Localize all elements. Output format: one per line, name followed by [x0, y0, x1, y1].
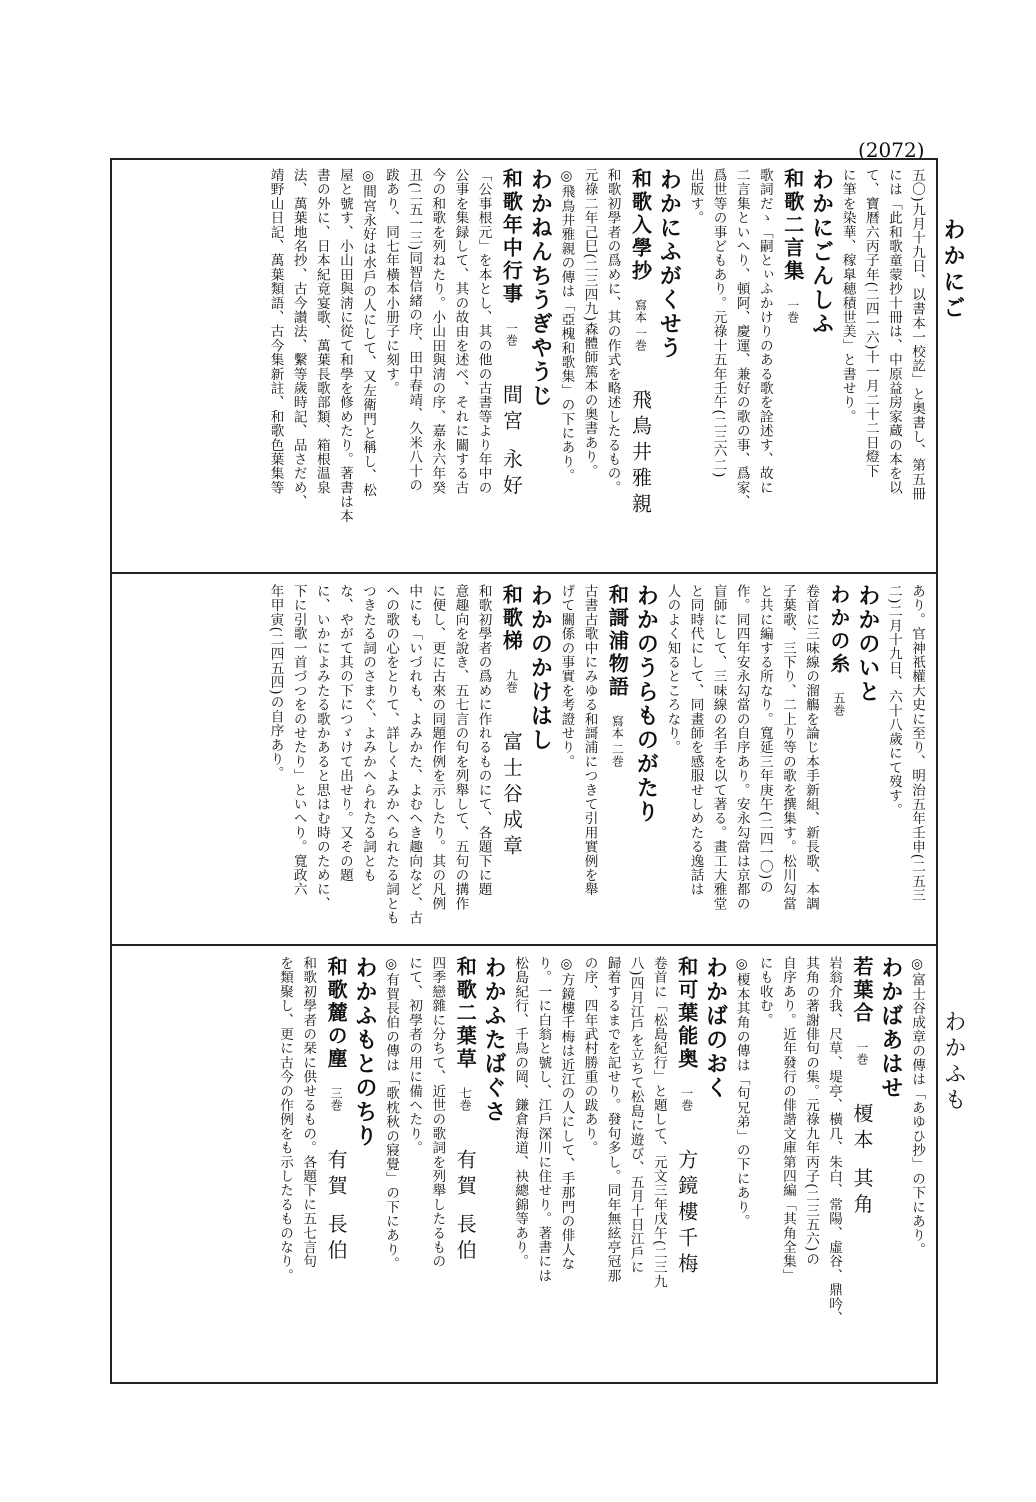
body-text-line: に、いかによみたる歌かあると思はむ時のために、 [313, 584, 330, 911]
body-text-line: 意趣向を說き、五七言の句を列舉して、五句の搆作 [452, 584, 469, 911]
book-author: 間宮 永好 [499, 384, 524, 501]
body-text-line: 二言集といへり、頓阿、慶運、兼好の歌の事、爲家、 [733, 168, 750, 509]
body-text-line: ◎方鏡樓千梅は近江の人にして、手那門の俳人な [558, 956, 575, 1271]
entry-heading: わかばのおく [702, 956, 729, 1100]
book-author: 榎本 其角 [850, 1103, 874, 1220]
book-title: 和歌年中行事 [499, 168, 524, 306]
book-title: 和歌二葉草 [453, 956, 478, 1071]
section-top [120, 168, 928, 568]
body-text-line: 和歌初學者の爲めに、其の作式を略述したるもの。 [604, 168, 621, 495]
book-title: わかの糸 [826, 584, 851, 676]
body-text-line: 其角の著謝俳句の集。元祿九年丙子(二三五六)の [803, 956, 819, 1267]
body-text-line: 盲師にして、三味線の名手を以て著る。畫工大雅堂 [710, 584, 727, 911]
body-text-line: ◎富士谷成章の傳は「あゆひ抄」の下にあり。 [909, 956, 925, 1257]
entry-heading: わかのうらものがたり [633, 584, 660, 824]
body-text-line: 「公事根元」を本とし、其の他の古書等より年中の [475, 168, 492, 495]
body-text-line: 古書古歌中にみゆる和謌浦につきて引用實例を舉 [581, 584, 598, 897]
entry-heading: わかふたばぐさ [481, 956, 508, 1124]
entry-heading: わかにごんしふ [808, 168, 835, 336]
body-text-line: に便し、更に古來の同題作例を示したり。其の凡例 [429, 584, 446, 911]
body-text-line: には「此和歌童蒙抄十冊は、中原益房家蔵の本を以 [885, 168, 902, 495]
body-text-line: を類聚し、更に古今の作例をも示したるものなり。 [277, 956, 294, 1283]
book-entry [495, 584, 525, 936]
book-volume-count: 寫本 一巻 [633, 299, 648, 351]
entry-heading: わかねんちうぎやうじ [527, 168, 554, 408]
book-entry [846, 956, 876, 1336]
body-text-line: にて、初學者の用に備へたり。 [406, 956, 423, 1155]
section-divider [110, 572, 936, 574]
book-volume-count: 一巻 [679, 1087, 694, 1111]
book-entry [495, 168, 525, 558]
body-text-line: 元祿二年己巳(二三四九)森體師篤本の奥書あり。 [581, 168, 598, 479]
body-text-line: ◎榎本其角の傳は「句兄弟」の下にあり。 [733, 956, 750, 1229]
book-author: 有賀 長伯 [453, 1149, 478, 1266]
body-text-line: 岩翁介我、尺草、堤亭、橫几、朱白、常陽、虛谷、鼎吟、 [826, 956, 843, 1326]
body-text-line: 作。同四年安永勾當の自序あり。安永勾當は京都の [733, 584, 750, 911]
body-text-line: 爲世等の事どもあり。元祿十五年壬午(二三六二) [710, 168, 727, 479]
section-bottom [120, 956, 928, 1376]
book-volume-count: 一巻 [504, 322, 519, 346]
body-text-line: 自序あり。近年發行の俳諧文庫第四編「其角全集」 [779, 956, 796, 1283]
entry-heading: わかばあはせ [877, 956, 904, 1100]
body-text-line: 和歌初學者の栞に供せるもの。各題下に五七言句 [300, 956, 317, 1269]
body-text-line: 屋と號す、小山田與淸に從て和學を修めたり。著書は本 [336, 168, 353, 523]
book-entry [823, 584, 853, 936]
body-text-line: 中にも「いづれも、よみかた、よむへき趣向など、古 [406, 584, 423, 925]
page-number: (2072) [858, 138, 925, 162]
body-text-line: ◎飛鳥井雅親の傳は「亞槐和歌集」の下にあり。 [558, 168, 575, 483]
body-text-line: にも收む。 [756, 956, 773, 1027]
body-text-line: 今の和歌を列ねたり。小山田與淸の序、嘉永六年癸 [429, 168, 446, 495]
entry-heading: わかふもとのちり [352, 956, 378, 1148]
book-entry [449, 956, 479, 1336]
book-entry [320, 956, 350, 1336]
body-text-line: て、寶暦六丙子年(二四一六)十一月二十二日燈下 [862, 168, 879, 479]
body-text-line: 歌詞だゝ「嗣とぃふかけりのある歌を詮述す、故に [756, 168, 773, 495]
body-text-line: ◎有賀長伯の傳は「歌枕秋の寢覺」の下にあり。 [383, 956, 400, 1271]
section-divider [110, 944, 936, 946]
running-head: わかふも [941, 1010, 966, 1114]
book-volume-count: 七巻 [458, 1087, 473, 1111]
running-head: わかにご [940, 218, 966, 322]
body-text-line: 公事を集録して、其の故由を述べ、それに關する古 [452, 168, 469, 495]
book-author: 有賀 長伯 [324, 1149, 349, 1266]
body-text-line: げて關係の事實を考證せり。 [558, 584, 575, 769]
body-text-line: 歸着するまでを記せり。發句多し。同年無絃亭冠那 [604, 956, 621, 1283]
entry-heading: わかのいと [854, 584, 881, 704]
book-author: 飛鳥井雅親 [628, 388, 653, 519]
book-title: 若葉合 [850, 956, 874, 1025]
body-text-line: 松島紀行、千鳥の岡、鎌倉海道、袂總錦等あり。 [512, 956, 529, 1269]
book-title: 和歌二言集 [780, 168, 805, 283]
body-text-line: 法、萬葉地名抄、古今讃法、繫等歲時記、品さだめ、 [290, 168, 307, 509]
body-text-line: 丑(二五一三)同智信緒の序、田中春靖、久米八十の [406, 168, 423, 493]
body-text-line: 出版す。 [687, 168, 704, 225]
book-title: 和謌浦物語 [605, 584, 630, 699]
body-text-line: への歌の心をとりて、詳しくよみかへられたる詞とも [383, 584, 400, 925]
body-text-line: と同時代にして、同畫師を感服せしめたる逸話は [687, 584, 704, 897]
book-volume-count: 寫本 二巻 [610, 715, 625, 767]
book-title: 和歌麓の塵 [324, 956, 349, 1071]
body-text-line: 八)四月江戶を立ちて松島に遊び、五月十日江戶に [627, 956, 644, 1275]
book-title: 和可葉能奥 [674, 956, 699, 1071]
body-text-line: に筆を染華、稼臯穂積世美」と書せり。 [839, 168, 856, 424]
book-entry [671, 956, 701, 1336]
body-text-line: 五〇)九月十九日、以書本一校訖」と奥書し、第五冊 [909, 168, 925, 501]
entry-heading: わかのかけはし [527, 584, 554, 752]
book-title: 和歌入學抄 [628, 168, 653, 283]
body-text-line: 四季戀雜に分ちて、近世の歌詞を列舉したるもの [429, 956, 446, 1269]
body-text-line: 年甲寅(二四五四)の自序あり。 [267, 584, 284, 781]
section-middle [120, 584, 928, 940]
body-text-line: あり。官神祇權大史に至り、明治五年壬申(二五三 [909, 584, 925, 903]
body-text-line: 二)二月十九日、六十八歲にて歿す。 [885, 584, 902, 818]
body-text-line: 和歌初學者の爲めに作れるものにて、各題下に題 [475, 584, 492, 897]
book-entry [601, 584, 631, 936]
body-text-line: 跋あり、同七年橫本小册子に刻す。 [383, 168, 400, 396]
book-title: 和歌梯 [499, 584, 524, 653]
book-entry [625, 168, 655, 558]
body-text-line: な、やがて其の下につゞけて出せり。又その題 [336, 584, 353, 883]
book-author: 方鏡樓千梅 [674, 1149, 699, 1279]
book-entry [777, 168, 807, 558]
body-text-line: の序、四年武村勝重の跋あり。 [581, 956, 598, 1155]
body-text-line: 子葉歌、三下り、二上り等の歌を撰集す。松川勾當 [779, 584, 796, 911]
body-text-line: 人のよく知るところなり。 [664, 584, 681, 755]
entry-heading: わかにふがくせう [656, 168, 683, 360]
body-text-line: 靖野山日記、萬葉類語、古今集新註、和歌色葉集等 [267, 168, 284, 495]
body-text-line: り。一に白翁と號し、江戶深川に住せり。著書には [535, 956, 552, 1283]
body-text-line: 書の外に、日本紀竟宴歌、萬葉長歌部類、箱根温泉 [313, 168, 330, 495]
book-volume-count: 三巻 [329, 1087, 344, 1111]
book-volume-count: 一巻 [785, 299, 800, 323]
body-text-line: 卷首に「松島紀行」と題して、元文三年戊午(二三九 [650, 956, 667, 1289]
body-text-line: 下に引歌一首づつをのせたり」といへり。寬政六 [290, 584, 307, 897]
book-volume-count: 五巻 [831, 692, 846, 716]
book-volume-count: 九巻 [504, 669, 519, 693]
body-text-line: と共に編する所なり。寬延三年庚午(二四一〇)の [756, 584, 773, 895]
body-text-line: 卷首に三味線の溜觴を論じ本手新組、新長歌、本調 [803, 584, 819, 911]
body-text-line: つきたる詞のさまぐ、よみかへられたる詞とも [360, 584, 376, 883]
book-author: 富士谷成章 [499, 731, 524, 861]
book-volume-count: 一巻 [855, 1041, 869, 1065]
body-text-line: ◎間宮永好は水戶の人にして、又左衛門と稱し、松 [360, 168, 376, 497]
